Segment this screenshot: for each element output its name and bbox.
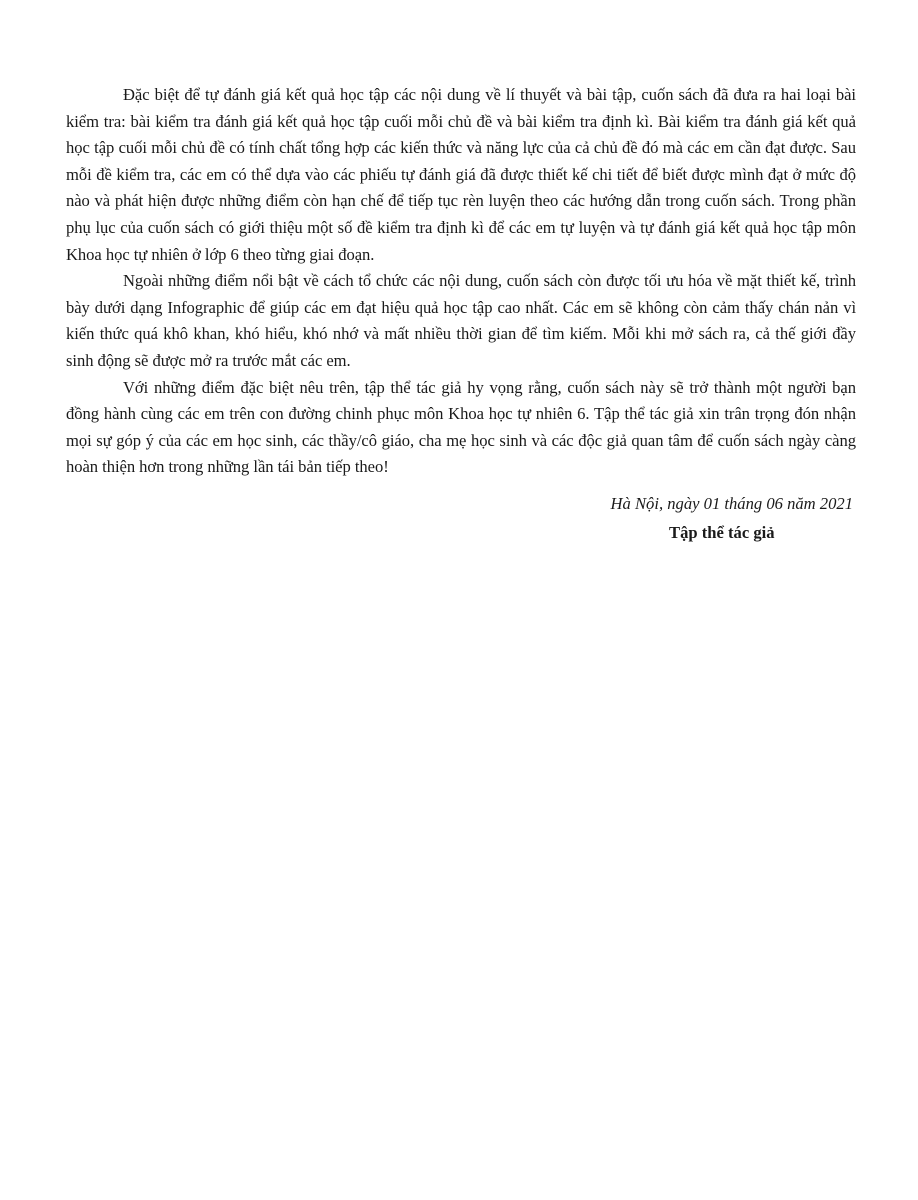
paragraph-closing-hope: Với những điểm đặc biệt nêu trên, tập thể tác giả hy vọng rằng, cuốn sách này sẽ trở thành một người bạn đồng hành cùng các em trên con đường chinh phục môn Khoa học tự nhiên 6. Tập thể tác giả xin trân trọng đón nhận mọi sự góp ý của các em học sinh, các thầy/cô giáo, cha mẹ học sinh và các độc giả quan tâm để cuốn sách ngày càng hoàn thiện hơn trong những lần tái bản tiếp theo! xyxy=(66,377,856,477)
signature-author: Tập thể tác giả xyxy=(669,522,775,542)
paragraph-self-assessment: Đặc biệt để tự đánh giá kết quả học tập các nội dung về lí thuyết và bài tập, cuốn sách đã đưa ra hai loại bài kiểm tra: bài kiểm tra đánh giá kết quả học tập cuối mỗi chủ đề và bài kiểm tra định kì. Bài kiểm tra đánh giá kết quả học tập cuối mỗi chủ đề có tính chất tổng hợp các kiến thức và năng lực của cả chủ đề đó mà các em cần đạt được. Sau mỗi đề kiểm tra, các em có thể dựa vào các phiếu tự đánh giá đã được thiết kế chi tiết để biết được mình đạt ở mức độ nào và phát hiện được những điểm còn hạn chế để tiếp tục rèn luyện theo các hướng dẫn trong cuốn sách. Trong phần phụ lục của cuốn sách có giới thiệu một số đề kiểm tra định kì để các em tự luyện và tự đánh giá kết quả học tập môn Khoa học tự nhiên ở lớp 6 theo từng giai đoạn. xyxy=(66,85,856,264)
signature-date: Hà Nội, ngày 01 tháng 06 năm 2021 xyxy=(610,493,853,513)
signature-block xyxy=(66,491,856,546)
paragraph-infographic-design: Ngoài những điểm nổi bật về cách tổ chức các nội dung, cuốn sách còn được tối ưu hóa về mặt thiết kế, trình bày dưới dạng Infographic để giúp các em đạt hiệu quả học tập cao nhất. Các em sẽ không còn cảm thấy chán nản vì kiến thức quá khô khan, khó hiểu, khó nhớ và mất nhiều thời gian để tìm kiếm. Mỗi khi mở sách ra, cả thế giới đầy sinh động sẽ được mở ra trước mắt các em. xyxy=(66,271,856,370)
